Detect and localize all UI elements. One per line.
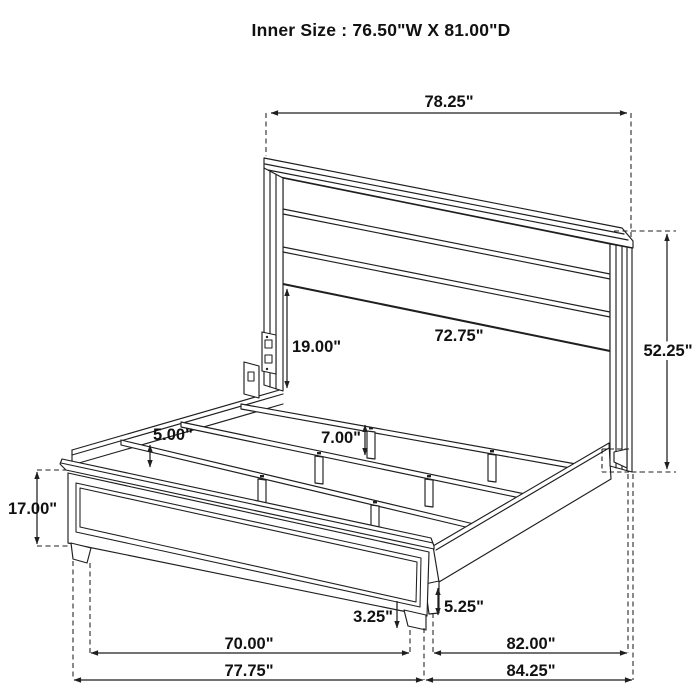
footboard xyxy=(60,459,434,630)
dim-footboard-height xyxy=(8,470,70,546)
dim-slat-leg-height xyxy=(321,425,365,455)
dim-corner-leg-height xyxy=(438,588,484,616)
label-headboard-width: 78.25" xyxy=(424,93,474,111)
label-overall-depth: 84.25" xyxy=(506,662,556,680)
page-title: Inner Size : 76.50"W X 81.00"D xyxy=(251,20,511,40)
slat-1-leg-2 xyxy=(488,454,496,482)
label-footboard-height: 17.00" xyxy=(8,500,58,518)
dim-panel-to-rail xyxy=(287,289,341,388)
label-corner-leg-height: 5.25" xyxy=(444,598,484,616)
label-headboard-inner-width: 72.75" xyxy=(434,327,484,345)
footboard-face xyxy=(68,473,429,616)
slat-1-leg-1 xyxy=(367,431,375,459)
dim-footboard-inner-width xyxy=(91,635,409,653)
slat-2-leg-1 xyxy=(315,456,323,484)
headboard xyxy=(244,158,640,472)
label-rail-height: 5.00" xyxy=(153,426,193,444)
dim-side-rail-length xyxy=(434,635,627,653)
slat-2-leg-2 xyxy=(425,479,433,507)
label-side-rail-length: 82.00" xyxy=(506,635,556,653)
headboard-right-post xyxy=(610,244,632,472)
label-footboard-clearance: 3.25" xyxy=(353,608,393,626)
dim-overall-depth xyxy=(426,662,632,680)
label-slat-leg-height: 7.00" xyxy=(321,429,361,447)
label-footboard-inner-width: 70.00" xyxy=(224,635,274,653)
label-headboard-height: 52.25" xyxy=(643,342,693,360)
label-panel-to-rail: 19.00" xyxy=(292,338,342,356)
dim-footboard-overall-width xyxy=(74,662,423,680)
right-side-rail xyxy=(404,443,611,614)
label-footboard-overall-width: 77.75" xyxy=(224,662,274,680)
rail-bracket xyxy=(244,332,276,398)
